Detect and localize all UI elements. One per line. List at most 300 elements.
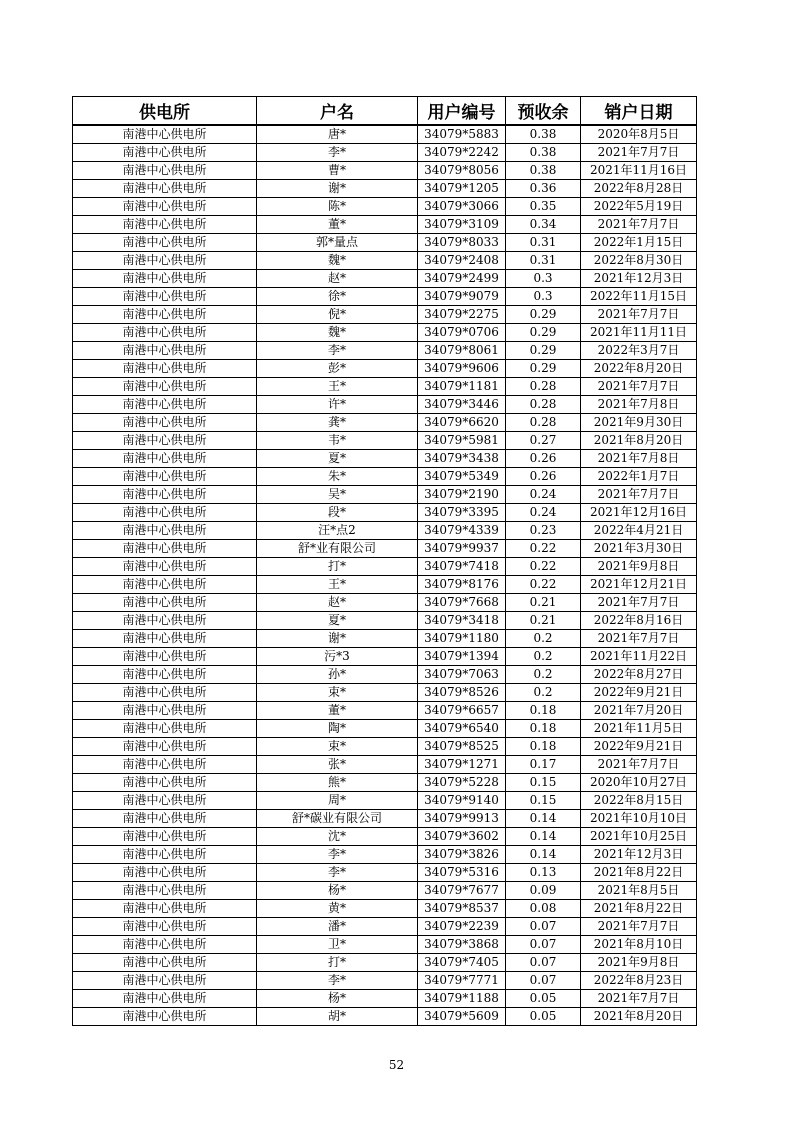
closure-date-cell: 2022年5月19日 [581,198,697,216]
prepaid-balance-cell: 0.22 [506,558,581,576]
table-row [73,432,697,450]
table-row [73,522,697,540]
closure-date-cell: 2021年12月3日 [581,846,697,864]
station-cell: 南港中心供电所 [73,954,257,972]
account-number-cell: 34079*1394 [418,648,506,666]
station-cell: 南港中心供电所 [73,162,257,180]
account-name-cell: 李* [257,144,418,162]
prepaid-balance-cell: 0.22 [506,540,581,558]
account-number-cell: 34079*9937 [418,540,506,558]
station-cell: 南港中心供电所 [73,558,257,576]
account-number-cell: 34079*3438 [418,450,506,468]
closure-date-cell: 2022年11月15日 [581,288,697,306]
closure-date-cell: 2021年8月10日 [581,936,697,954]
closure-date-cell: 2022年1月7日 [581,468,697,486]
closure-date-cell: 2021年7月7日 [581,918,697,936]
table-row [73,918,697,936]
station-cell: 南港中心供电所 [73,612,257,630]
account-name-cell: 唐* [257,125,418,144]
account-number-cell: 34079*3868 [418,936,506,954]
station-cell: 南港中心供电所 [73,720,257,738]
account-name-cell: 赵* [257,594,418,612]
table-row [73,828,697,846]
table-row [73,954,697,972]
account-number-cell: 34079*7668 [418,594,506,612]
table-row [73,630,697,648]
prepaid-balance-cell: 0.29 [506,324,581,342]
station-cell: 南港中心供电所 [73,324,257,342]
account-name-cell: 胡* [257,1008,418,1026]
account-name-cell: 董* [257,216,418,234]
station-cell: 南港中心供电所 [73,288,257,306]
closure-date-cell: 2021年7月7日 [581,486,697,504]
account-number-cell: 34079*8537 [418,900,506,918]
account-number-cell: 34079*7771 [418,972,506,990]
account-name-cell: 赵* [257,270,418,288]
account-number-cell: 34079*2239 [418,918,506,936]
closure-date-cell: 2021年7月7日 [581,756,697,774]
closure-date-cell: 2021年8月22日 [581,864,697,882]
account-number-cell: 34079*5349 [418,468,506,486]
account-number-cell: 34079*7405 [418,954,506,972]
account-name-cell: 董* [257,702,418,720]
prepaid-balance-cell: 0.21 [506,612,581,630]
station-cell: 南港中心供电所 [73,144,257,162]
station-cell: 南港中心供电所 [73,198,257,216]
closure-date-cell: 2022年3月7日 [581,342,697,360]
account-number-cell: 34079*4339 [418,522,506,540]
station-cell: 南港中心供电所 [73,522,257,540]
station-cell: 南港中心供电所 [73,990,257,1008]
closure-date-cell: 2021年12月3日 [581,270,697,288]
table-row [73,666,697,684]
prepaid-balance-cell: 0.34 [506,216,581,234]
account-number-cell: 34079*5228 [418,774,506,792]
table-row [73,972,697,990]
station-cell: 南港中心供电所 [73,432,257,450]
closure-date-cell: 2022年1月15日 [581,234,697,252]
closure-date-cell: 2021年9月8日 [581,558,697,576]
account-number-cell: 34079*8061 [418,342,506,360]
account-number-cell: 34079*8526 [418,684,506,702]
table-row [73,558,697,576]
station-cell: 南港中心供电所 [73,666,257,684]
prepaid-balance-cell: 0.24 [506,486,581,504]
prepaid-balance-cell: 0.17 [506,756,581,774]
account-number-cell: 34079*0706 [418,324,506,342]
table-row [73,792,697,810]
table-row [73,216,697,234]
closure-date-cell: 2021年7月7日 [581,630,697,648]
station-cell: 南港中心供电所 [73,738,257,756]
table-row [73,1008,697,1026]
table-row [73,774,697,792]
closure-date-cell: 2022年8月16日 [581,612,697,630]
station-cell: 南港中心供电所 [73,576,257,594]
closure-date-cell: 2021年10月25日 [581,828,697,846]
account-name-cell: 潘* [257,918,418,936]
account-name-cell: 汪*点2 [257,522,418,540]
prepaid-balance-cell: 0.05 [506,990,581,1008]
prepaid-balance-cell: 0.08 [506,900,581,918]
account-number-cell: 34079*7418 [418,558,506,576]
account-name-cell: 王* [257,576,418,594]
station-cell: 南港中心供电所 [73,125,257,144]
account-number-cell: 34079*6657 [418,702,506,720]
closure-date-cell: 2021年8月22日 [581,900,697,918]
table-row [73,612,697,630]
prepaid-balance-cell: 0.29 [506,306,581,324]
account-name-cell: 许* [257,396,418,414]
closure-date-cell: 2022年8月23日 [581,972,697,990]
table-row [73,846,697,864]
closure-date-cell: 2021年7月7日 [581,594,697,612]
closure-date-cell: 2021年11月11日 [581,324,697,342]
closure-date-cell: 2021年7月7日 [581,144,697,162]
table-row [73,468,697,486]
account-name-cell: 谢* [257,180,418,198]
account-name-cell: 李* [257,864,418,882]
station-cell: 南港中心供电所 [73,180,257,198]
account-name-cell: 舒*碳业有限公司 [257,810,418,828]
table-row [73,234,697,252]
station-cell: 南港中心供电所 [73,918,257,936]
prepaid-balance-cell: 0.38 [506,125,581,144]
table-row [73,144,697,162]
closure-date-cell: 2021年9月30日 [581,414,697,432]
prepaid-balance-cell: 0.24 [506,504,581,522]
closure-date-cell: 2022年4月21日 [581,522,697,540]
account-name-cell: 张* [257,756,418,774]
closure-date-cell: 2021年7月8日 [581,396,697,414]
prepaid-balance-cell: 0.29 [506,360,581,378]
closure-date-cell: 2022年8月15日 [581,792,697,810]
table-row [73,378,697,396]
table-row [73,576,697,594]
station-cell: 南港中心供电所 [73,774,257,792]
closure-date-cell: 2021年7月20日 [581,702,697,720]
account-name-cell: 杨* [257,990,418,1008]
account-name-cell: 杨* [257,882,418,900]
station-cell: 南港中心供电所 [73,828,257,846]
table-row [73,540,697,558]
account-number-cell: 34079*8033 [418,234,506,252]
closure-date-cell: 2021年10月10日 [581,810,697,828]
closure-date-cell: 2021年11月5日 [581,720,697,738]
prepaid-balance-cell: 0.3 [506,288,581,306]
table-row [73,450,697,468]
station-cell: 南港中心供电所 [73,702,257,720]
table-row [73,756,697,774]
account-number-cell: 34079*6620 [418,414,506,432]
account-name-cell: 李* [257,972,418,990]
closure-date-cell: 2022年9月21日 [581,684,697,702]
table-row [73,684,697,702]
header-cell: 户名 [257,97,418,126]
account-name-cell: 夏* [257,450,418,468]
account-name-cell: 王* [257,378,418,396]
prepaid-balance-cell: 0.36 [506,180,581,198]
account-number-cell: 34079*2242 [418,144,506,162]
closure-date-cell: 2020年10月27日 [581,774,697,792]
table-row [73,936,697,954]
account-name-cell: 彭* [257,360,418,378]
account-name-cell: 段* [257,504,418,522]
account-number-cell: 34079*9140 [418,792,506,810]
header-cell: 销户日期 [581,97,697,126]
closure-date-cell: 2022年9月21日 [581,738,697,756]
closure-date-cell: 2021年7月8日 [581,450,697,468]
station-cell: 南港中心供电所 [73,882,257,900]
header-cell: 供电所 [73,97,257,126]
station-cell: 南港中心供电所 [73,972,257,990]
account-number-cell: 34079*3066 [418,198,506,216]
account-number-cell: 34079*7677 [418,882,506,900]
account-name-cell: 郭*量点 [257,234,418,252]
station-cell: 南港中心供电所 [73,846,257,864]
station-cell: 南港中心供电所 [73,396,257,414]
table-row [73,810,697,828]
account-name-cell: 李* [257,342,418,360]
prepaid-balance-cell: 0.2 [506,630,581,648]
closure-date-cell: 2020年8月5日 [581,125,697,144]
station-cell: 南港中心供电所 [73,756,257,774]
table-row [73,414,697,432]
closure-date-cell: 2022年8月27日 [581,666,697,684]
closure-date-cell: 2021年8月20日 [581,1008,697,1026]
table-row [73,486,697,504]
prepaid-balance-cell: 0.07 [506,954,581,972]
prepaid-balance-cell: 0.07 [506,972,581,990]
account-number-cell: 34079*8176 [418,576,506,594]
table-row [73,125,697,144]
table-row [73,900,697,918]
account-name-cell: 陶* [257,720,418,738]
account-closure-table [72,96,697,1026]
account-name-cell: 龚* [257,414,418,432]
account-name-cell: 沈* [257,828,418,846]
station-cell: 南港中心供电所 [73,864,257,882]
station-cell: 南港中心供电所 [73,414,257,432]
closure-date-cell: 2021年8月20日 [581,432,697,450]
prepaid-balance-cell: 0.2 [506,648,581,666]
closure-date-cell: 2021年8月5日 [581,882,697,900]
station-cell: 南港中心供电所 [73,594,257,612]
closure-date-cell: 2021年11月16日 [581,162,697,180]
prepaid-balance-cell: 0.31 [506,252,581,270]
account-name-cell: 魏* [257,252,418,270]
prepaid-balance-cell: 0.29 [506,342,581,360]
station-cell: 南港中心供电所 [73,306,257,324]
prepaid-balance-cell: 0.07 [506,918,581,936]
account-number-cell: 34079*5609 [418,1008,506,1026]
table-row [73,648,697,666]
closure-date-cell: 2022年8月20日 [581,360,697,378]
station-cell: 南港中心供电所 [73,684,257,702]
account-name-cell: 污*3 [257,648,418,666]
prepaid-balance-cell: 0.35 [506,198,581,216]
closure-date-cell: 2022年8月28日 [581,180,697,198]
station-cell: 南港中心供电所 [73,900,257,918]
table-row [73,180,697,198]
prepaid-balance-cell: 0.09 [506,882,581,900]
closure-date-cell: 2021年3月30日 [581,540,697,558]
prepaid-balance-cell: 0.05 [506,1008,581,1026]
table-body [73,125,697,1026]
table-row [73,396,697,414]
prepaid-balance-cell: 0.18 [506,702,581,720]
prepaid-balance-cell: 0.14 [506,810,581,828]
closure-date-cell: 2021年7月7日 [581,306,697,324]
account-name-cell: 卫* [257,936,418,954]
account-number-cell: 34079*3446 [418,396,506,414]
account-number-cell: 34079*5883 [418,125,506,144]
table-row [73,360,697,378]
page-number: 52 [388,1058,405,1072]
table-row [73,594,697,612]
closure-date-cell: 2021年12月16日 [581,504,697,522]
prepaid-balance-cell: 0.28 [506,414,581,432]
station-cell: 南港中心供电所 [73,216,257,234]
station-cell: 南港中心供电所 [73,1008,257,1026]
prepaid-balance-cell: 0.26 [506,450,581,468]
station-cell: 南港中心供电所 [73,792,257,810]
prepaid-balance-cell: 0.38 [506,144,581,162]
account-number-cell: 34079*1180 [418,630,506,648]
prepaid-balance-cell: 0.18 [506,720,581,738]
account-name-cell: 魏* [257,324,418,342]
account-number-cell: 34079*1181 [418,378,506,396]
prepaid-balance-cell: 0.27 [506,432,581,450]
account-number-cell: 34079*9079 [418,288,506,306]
account-name-cell: 徐* [257,288,418,306]
station-cell: 南港中心供电所 [73,234,257,252]
table-row [73,162,697,180]
table-row [73,198,697,216]
station-cell: 南港中心供电所 [73,360,257,378]
station-cell: 南港中心供电所 [73,936,257,954]
station-cell: 南港中心供电所 [73,252,257,270]
prepaid-balance-cell: 0.21 [506,594,581,612]
account-number-cell: 34079*9606 [418,360,506,378]
table-row [73,738,697,756]
station-cell: 南港中心供电所 [73,504,257,522]
closure-date-cell: 2021年11月22日 [581,648,697,666]
account-number-cell: 34079*1205 [418,180,506,198]
account-number-cell: 34079*3826 [418,846,506,864]
account-number-cell: 34079*3395 [418,504,506,522]
prepaid-balance-cell: 0.26 [506,468,581,486]
table-row [73,270,697,288]
header-cell: 预收余 [506,97,581,126]
account-number-cell: 34079*5981 [418,432,506,450]
table-row [73,702,697,720]
account-number-cell: 34079*8056 [418,162,506,180]
account-name-cell: 陈* [257,198,418,216]
account-number-cell: 34079*3109 [418,216,506,234]
table-row [73,990,697,1008]
table-row [73,324,697,342]
station-cell: 南港中心供电所 [73,540,257,558]
prepaid-balance-cell: 0.2 [506,666,581,684]
station-cell: 南港中心供电所 [73,648,257,666]
table-header-row [73,97,697,126]
account-number-cell: 34079*5316 [418,864,506,882]
table-row [73,288,697,306]
table-row [73,504,697,522]
table-row [73,882,697,900]
closure-date-cell: 2021年7月7日 [581,216,697,234]
station-cell: 南港中心供电所 [73,468,257,486]
closure-date-cell: 2021年7月7日 [581,378,697,396]
account-number-cell: 34079*6540 [418,720,506,738]
account-name-cell: 黄* [257,900,418,918]
account-name-cell: 吴* [257,486,418,504]
table-row [73,342,697,360]
account-name-cell: 夏* [257,612,418,630]
account-name-cell: 束* [257,738,418,756]
account-name-cell: 谢* [257,630,418,648]
account-name-cell: 周* [257,792,418,810]
station-cell: 南港中心供电所 [73,342,257,360]
closure-date-cell: 2021年9月8日 [581,954,697,972]
account-number-cell: 34079*7063 [418,666,506,684]
account-number-cell: 34079*9913 [418,810,506,828]
prepaid-balance-cell: 0.14 [506,828,581,846]
prepaid-balance-cell: 0.28 [506,396,581,414]
account-name-cell: 打* [257,954,418,972]
account-number-cell: 34079*2408 [418,252,506,270]
prepaid-balance-cell: 0.23 [506,522,581,540]
account-number-cell: 34079*1271 [418,756,506,774]
prepaid-balance-cell: 0.38 [506,162,581,180]
station-cell: 南港中心供电所 [73,486,257,504]
prepaid-balance-cell: 0.13 [506,864,581,882]
prepaid-balance-cell: 0.15 [506,774,581,792]
table-row [73,306,697,324]
account-name-cell: 韦* [257,432,418,450]
prepaid-balance-cell: 0.22 [506,576,581,594]
header-cell: 用户编号 [418,97,506,126]
account-number-cell: 34079*8525 [418,738,506,756]
prepaid-balance-cell: 0.15 [506,792,581,810]
account-name-cell: 倪* [257,306,418,324]
station-cell: 南港中心供电所 [73,270,257,288]
account-number-cell: 34079*2190 [418,486,506,504]
account-name-cell: 李* [257,846,418,864]
prepaid-balance-cell: 0.28 [506,378,581,396]
account-name-cell: 打* [257,558,418,576]
account-number-cell: 34079*3418 [418,612,506,630]
account-number-cell: 34079*2499 [418,270,506,288]
station-cell: 南港中心供电所 [73,378,257,396]
account-number-cell: 34079*1188 [418,990,506,1008]
prepaid-balance-cell: 0.18 [506,738,581,756]
account-name-cell: 孙* [257,666,418,684]
prepaid-balance-cell: 0.2 [506,684,581,702]
closure-date-cell: 2021年12月21日 [581,576,697,594]
account-name-cell: 束* [257,684,418,702]
table-row [73,252,697,270]
prepaid-balance-cell: 0.07 [506,936,581,954]
station-cell: 南港中心供电所 [73,630,257,648]
account-name-cell: 朱* [257,468,418,486]
prepaid-balance-cell: 0.14 [506,846,581,864]
prepaid-balance-cell: 0.31 [506,234,581,252]
account-name-cell: 舒*业有限公司 [257,540,418,558]
table-row [73,720,697,738]
table-row [73,864,697,882]
